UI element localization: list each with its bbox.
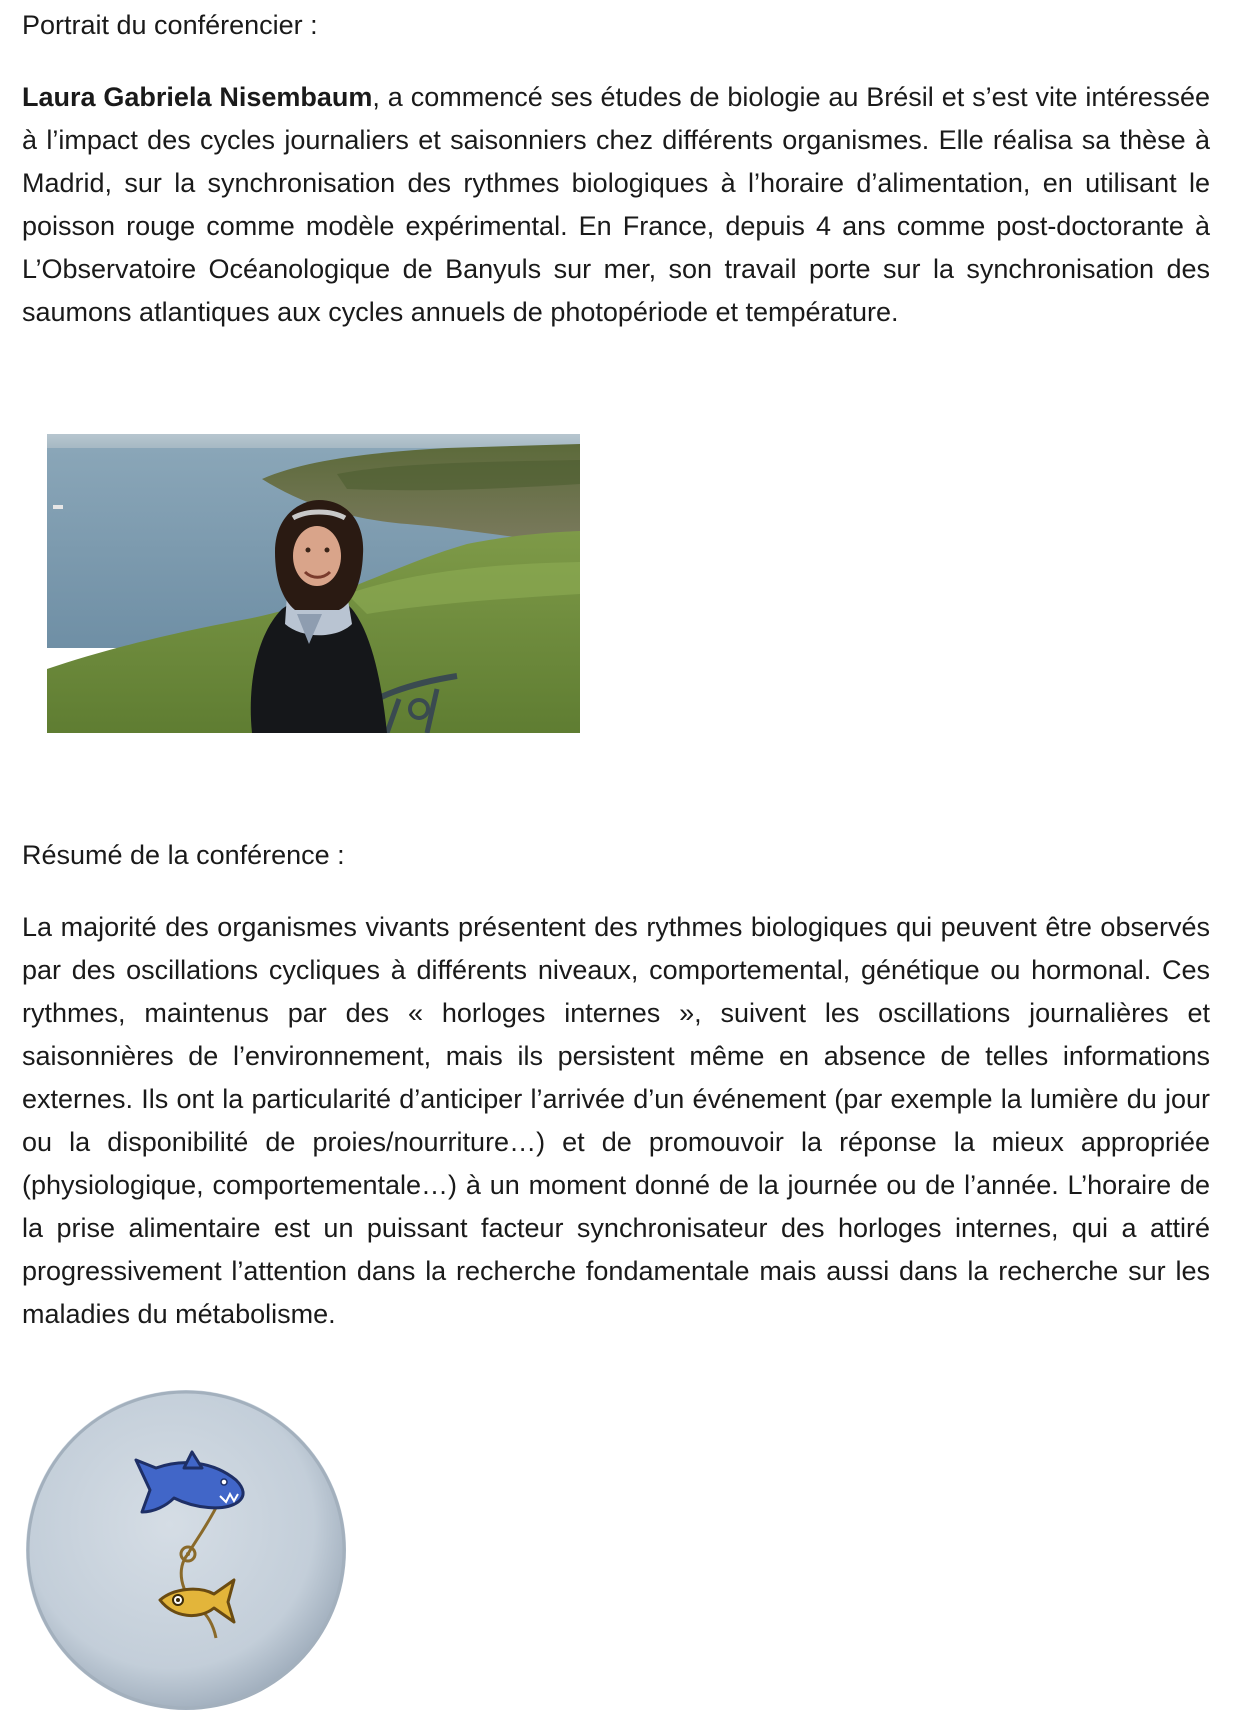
summary-text: La majorité des organismes vivants présentent des rythmes biologiques qui peuvent être observés par des oscillations cycliques à différents niveaux, comportemental, génétique ou hormonal. Ces rythmes, maintenus par des « horloges internes », suivent les oscillations journalières et saisonnières de l’environnement, mais ils persistent même en absence de telles informations externes. Ils ont la particularité d’anticiper l’arrivée d’un événement (par exemple la lumière du jour ou la disponibilité de proies/nourriture…) et de promouvoir la réponse la mieux appropriée (physiologique, comportementale…) à un moment donné de la journée ou de l’année. L’horaire de la prise alimentaire est un puissant facteur synchronisateur des horloges internes, qui a attiré progressivement l’attention dans la recherche fondamentale mais aussi dans la recherche sur les maladies du métabolisme. bbox=[22, 912, 1210, 1329]
summary-heading: Résumé de la conférence : bbox=[22, 840, 345, 870]
speaker-bio bbox=[22, 76, 1210, 334]
portrait-heading: Portrait du conférencier : bbox=[22, 10, 318, 40]
speaker-name: Laura Gabriela Nisembaum bbox=[22, 82, 373, 112]
fish-clock-artwork bbox=[24, 1388, 348, 1712]
speaker-photo bbox=[47, 434, 580, 733]
speaker-bio-text: , a commencé ses études de biologie au Brésil et s’est vite intéressée à l’impact des cycles journaliers et saisonniers chez différents organismes. Elle réalisa sa thèse à Madrid, sur la synchronisation des rythmes biologiques à l’horaire d’alimentation, en utilisant le poisson rouge comme modèle expérimental. En France, depuis 4 ans comme post-doctorante à L’Observatoire Océanologique de Banyuls sur mer, son travail porte sur la synchronisation des saumons atlantiques aux cycles annuels de photopériode et température. bbox=[22, 82, 1210, 327]
